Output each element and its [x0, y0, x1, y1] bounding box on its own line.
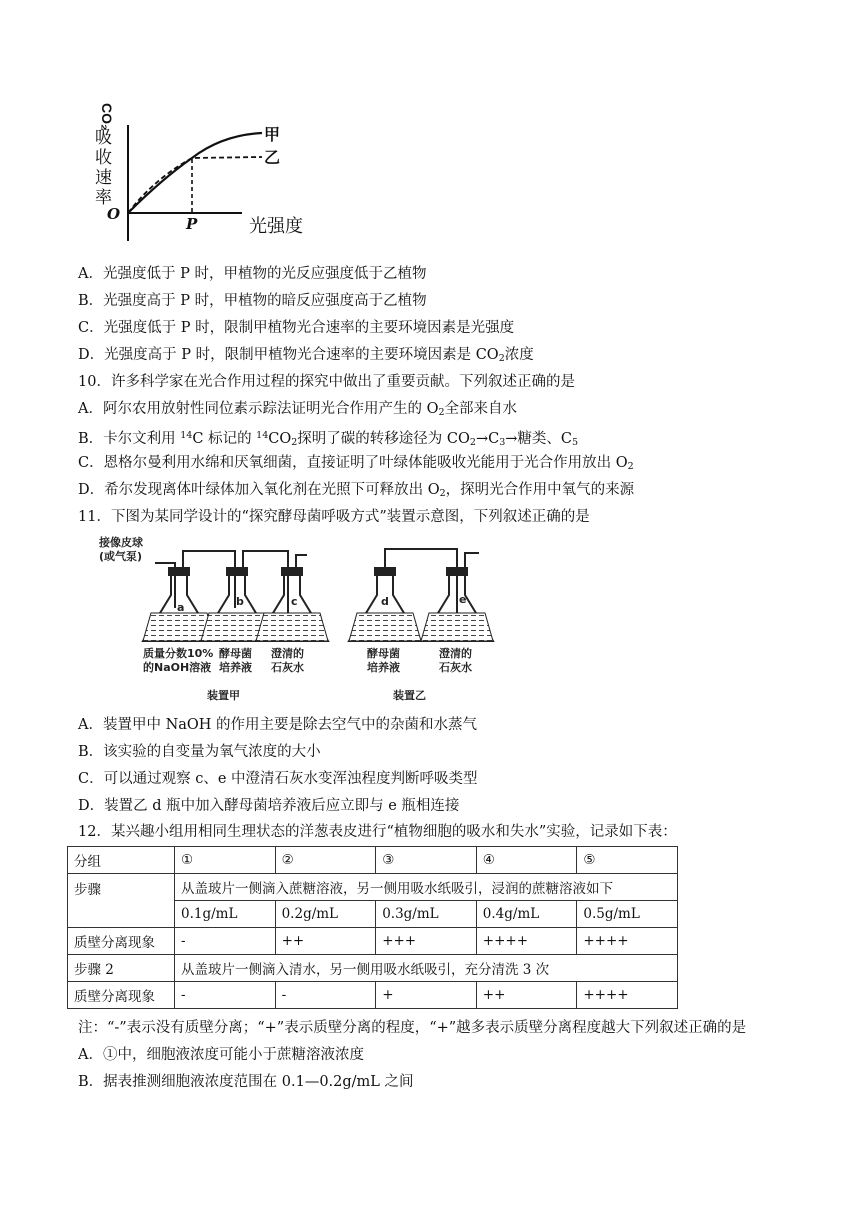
set-yi-caption: 装置乙 — [393, 689, 426, 702]
y-axis-label-2: 收 — [95, 148, 112, 168]
table-row — [68, 874, 678, 901]
table-cell: 从盖玻片一侧滴入清水，另一侧用吸水纸吸引，充分清洗 3 次 — [175, 955, 678, 982]
flask-d — [349, 567, 421, 641]
flask-c-letter: c — [291, 595, 298, 608]
label-a-1: 质量分数10% — [143, 647, 214, 660]
table-cell: ② — [275, 847, 376, 874]
curve-yi-label: 乙 — [264, 148, 281, 167]
pump-label-1: 接像皮球 — [99, 536, 143, 549]
origin-label: O — [107, 205, 121, 223]
label-a-2: 的NaOH溶液 — [143, 661, 212, 674]
curve-jia — [128, 133, 262, 213]
x-axis-label: 光强度 — [249, 216, 303, 237]
q12-option-a: A．①中，细胞液浓度可能小于蔗糖溶液浓度 — [78, 1047, 364, 1063]
q11-option-a: A．装置甲中 NaOH 的作用主要是除去空气中的杂菌和水蒸气 — [78, 717, 478, 733]
table-row — [68, 982, 678, 1009]
table-row — [68, 847, 678, 874]
label-c-2: 石灰水 — [271, 661, 304, 674]
y-axis-label-4: 率 — [95, 188, 112, 208]
q10-option-b: B．卡尔文利用 $^{14}$C 标记的 $^{14}CO_2$探明了碳的转移途径为 $CO_2\to C_3\to$糖类、$C_5$ — [78, 430, 579, 448]
table-cell: ⑤ — [577, 847, 678, 874]
q10-stem: 10．许多科学家在光合作用过程的探究中做出了重要贡献。下列叙述正确的是 — [78, 374, 575, 390]
flask-d-letter: d — [381, 595, 389, 608]
table-cell: + — [376, 982, 477, 1009]
table-cell: ++++ — [577, 928, 678, 955]
label-e-1: 澄清的 — [439, 647, 472, 660]
pump-label-2: (或气泵) — [99, 550, 143, 563]
q12-option-b: B．据表推测细胞液浓度范围在 0.1—0.2g/mL 之间 — [78, 1074, 414, 1090]
table-cell: 从盖玻片一侧滴入蔗糖溶液，另一侧用吸水纸吸引，浸润的蔗糖溶液如下 — [175, 874, 678, 901]
q12-note: 注：“-”表示没有质壁分离；“+”表示质壁分离的程度，“+”越多表示质壁分离程度越大下列叙述正确的是 — [78, 1020, 747, 1036]
table-cell: ++++ — [577, 982, 678, 1009]
table-cell: 0.3g/mL — [376, 901, 477, 928]
flask-e-letter: e — [459, 593, 467, 606]
label-d-2: 培养液 — [367, 661, 400, 674]
table-cell: ++ — [275, 928, 376, 955]
y-axis-label-3: 速 — [95, 168, 112, 188]
table-cell: 步骤 — [68, 874, 175, 928]
q11-option-d: D．装置乙 d 瓶中加入酵母菌培养液后应立即与 e 瓶相连接 — [78, 798, 460, 814]
q9-option-c: C．光强度低于 P 时，限制甲植物光合速率的主要环境因素是光强度 — [78, 320, 515, 336]
label-b-2: 培养液 — [219, 661, 252, 674]
q10-option-c: C．恩格尔曼利用水绵和厌氧细菌，直接证明了叶绿体能吸收光能用于光合作用放出 $O_2$ — [78, 455, 634, 472]
flask-a-letter: a — [177, 601, 185, 614]
q9-option-b: B．光强度高于 P 时，甲植物的暗反应强度高于乙植物 — [78, 293, 427, 309]
q12-stem: 12．某兴趣小组用相同生理状态的洋葱表皮进行“植物细胞的吸水和失水”实验，记录如下表： — [78, 824, 677, 840]
plasmolysis-table — [67, 846, 678, 1009]
yeast-apparatus-diagram — [95, 533, 515, 713]
table-cell: 0.1g/mL — [175, 901, 276, 928]
q10-option-a: A．阿尔农用放射性同位素示踪法证明光合作用产生的 $O_2$全部来自水 — [78, 401, 518, 418]
table-cell: 分组 — [68, 847, 175, 874]
table-cell: ④ — [476, 847, 577, 874]
table-cell: ++++ — [476, 928, 577, 955]
table-cell: 质壁分离现象 — [68, 982, 175, 1009]
q9-option-a: A．光强度低于 P 时，甲植物的光反应强度低于乙植物 — [78, 266, 427, 282]
q9-option-d: D．光强度高于 P 时，限制甲植物光合速率的主要环境因素是 $CO_2$浓度 — [78, 347, 534, 364]
p-label: P — [186, 215, 198, 233]
table-cell: 0.5g/mL — [577, 901, 678, 928]
q11-option-c: C．可以通过观察 c、e 中澄清石灰水变浑浊程度判断呼吸类型 — [78, 771, 478, 787]
curve-yi — [128, 157, 262, 213]
label-b-1: 酵母菌 — [219, 647, 252, 660]
q11-option-b: B．该实验的自变量为氧气浓度的大小 — [78, 744, 321, 760]
q11-stem: 11．下图为某同学设计的“探究酵母菌呼吸方式”装置示意图，下列叙述正确的是 — [78, 509, 590, 525]
q10-option-d: D．希尔发现离体叶绿体加入氧化剂在光照下可释放出 $O_2$，探明光合作用中氧气的来源 — [78, 482, 635, 499]
y-axis-label-co2: CO₂ — [99, 103, 115, 131]
table-cell: 0.2g/mL — [275, 901, 376, 928]
flask-c — [256, 567, 328, 641]
co2-absorption-graph — [92, 95, 322, 245]
label-d-1: 酵母菌 — [367, 647, 400, 660]
label-e-2: 石灰水 — [439, 661, 472, 674]
table-cell: +++ — [376, 928, 477, 955]
label-c-1: 澄清的 — [271, 647, 304, 660]
table-cell: ③ — [376, 847, 477, 874]
y-axis-label-1: 吸 — [95, 128, 112, 148]
table-cell: 0.4g/mL — [476, 901, 577, 928]
table-cell: ① — [175, 847, 276, 874]
set-jia-caption: 装置甲 — [207, 689, 240, 702]
table-cell: 质壁分离现象 — [68, 928, 175, 955]
table-row — [68, 928, 678, 955]
table-row — [68, 955, 678, 982]
table-cell: 步骤 2 — [68, 955, 175, 982]
table-cell: - — [275, 982, 376, 1009]
table-cell: - — [175, 982, 276, 1009]
curve-jia-label: 甲 — [264, 125, 281, 144]
table-cell: ++ — [476, 982, 577, 1009]
table-cell: - — [175, 928, 276, 955]
flask-b-letter: b — [236, 595, 244, 608]
